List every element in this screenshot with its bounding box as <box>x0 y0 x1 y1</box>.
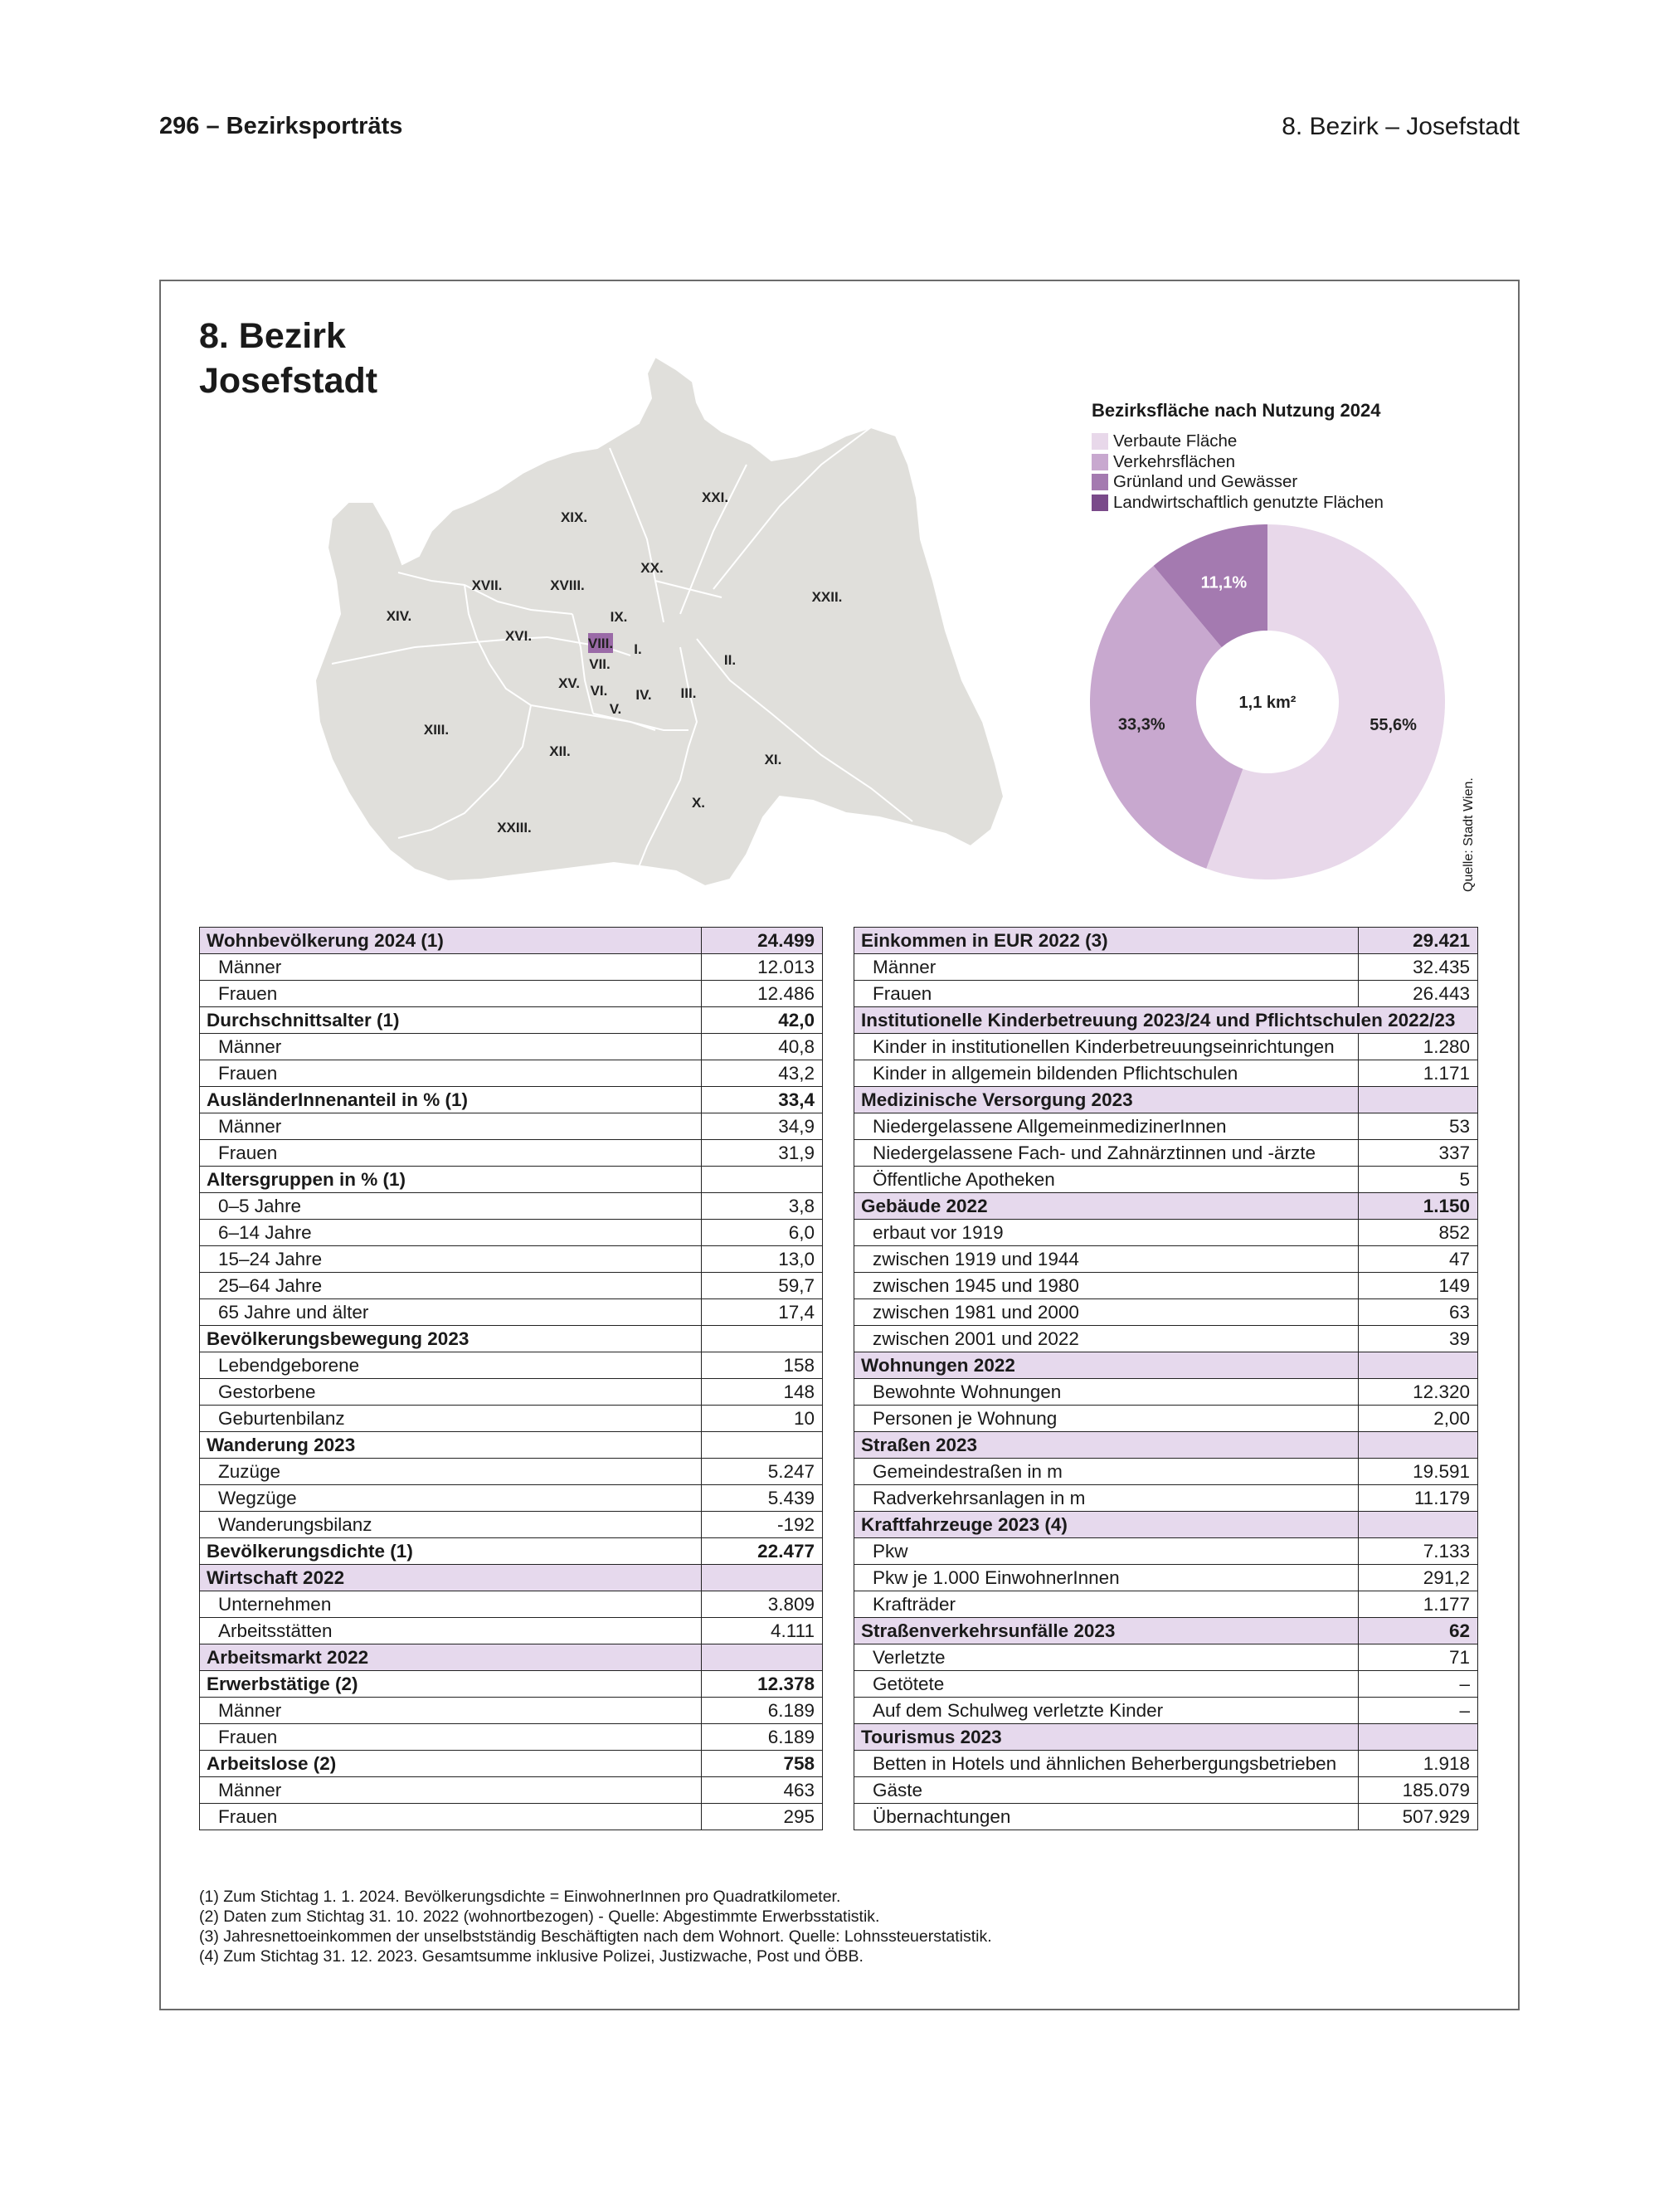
row-value: 12.013 <box>702 954 823 981</box>
table-row <box>854 1565 1478 1591</box>
row-value: 291,2 <box>1358 1565 1477 1591</box>
row-label: Verletzte <box>854 1644 1359 1671</box>
legend-item <box>1092 493 1384 514</box>
row-value: 31,9 <box>702 1140 823 1167</box>
row-value: – <box>1358 1671 1477 1698</box>
row-value: 3.809 <box>702 1591 823 1618</box>
table-row <box>854 928 1478 954</box>
row-value: 6.189 <box>702 1698 823 1724</box>
row-label: 25–64 Jahre <box>200 1273 702 1299</box>
row-label: Einkommen in EUR 2022 (3) <box>854 928 1359 954</box>
table-row <box>854 1299 1478 1326</box>
table-row <box>854 1034 1478 1060</box>
row-label: zwischen 2001 und 2022 <box>854 1326 1359 1352</box>
row-label: Arbeitsstätten <box>200 1618 702 1644</box>
row-value: 13,0 <box>702 1246 823 1273</box>
table-row <box>200 1485 823 1512</box>
row-value: 148 <box>702 1379 823 1406</box>
table-row <box>200 1326 823 1352</box>
map-label-xxii: XXII. <box>811 589 843 605</box>
legend-item <box>1092 431 1384 452</box>
table-row <box>854 1538 1478 1565</box>
map-label-i: I. <box>634 641 642 657</box>
row-label: Männer <box>200 1113 702 1140</box>
row-value <box>702 1432 823 1459</box>
table-row <box>200 1644 823 1671</box>
map-label-xii: XII. <box>549 743 571 759</box>
row-value: 5 <box>1358 1167 1477 1193</box>
table-row <box>200 1751 823 1777</box>
map-label-x: X. <box>691 795 706 811</box>
table-row <box>200 1060 823 1087</box>
table-row <box>200 1565 823 1591</box>
row-value: 852 <box>1358 1220 1477 1246</box>
map-label-vi: VI. <box>590 683 608 699</box>
row-label: Frauen <box>854 981 1359 1007</box>
table-row <box>854 1193 1478 1220</box>
table-row <box>200 1804 823 1830</box>
footnote: (1) Zum Stichtag 1. 1. 2024. Bevölkerungsdichte = EinwohnerInnen pro Quadratkilometer. <box>199 1888 841 1906</box>
row-value: 63 <box>1358 1299 1477 1326</box>
row-value: 29.421 <box>1358 928 1477 954</box>
row-value: 1.280 <box>1358 1034 1477 1060</box>
row-label: Pkw je 1.000 EinwohnerInnen <box>854 1565 1359 1591</box>
map-label-iv: IV. <box>635 687 652 703</box>
footnote: (2) Daten zum Stichtag 31. 10. 2022 (wohnortbezogen) - Quelle: Abgestimmte Erwerbsstatistik. <box>199 1907 880 1926</box>
row-value: 10 <box>702 1406 823 1432</box>
table-row <box>854 1060 1478 1087</box>
row-label: Institutionelle Kinderbetreuung 2023/24 und Pflichtschulen 2022/23 <box>854 1007 1478 1034</box>
row-label: Personen je Wohnung <box>854 1406 1359 1432</box>
table-row <box>854 1512 1478 1538</box>
table-row <box>200 1459 823 1485</box>
row-label: Medizinische Versorgung 2023 <box>854 1087 1359 1113</box>
row-value <box>702 1167 823 1193</box>
map-label-xiii: XIII. <box>423 722 450 738</box>
donut-center-label: 1,1 km² <box>1238 694 1297 712</box>
row-value: 32.435 <box>1358 954 1477 981</box>
table-row <box>854 1379 1478 1406</box>
table-row <box>854 1352 1478 1379</box>
row-label: Straßen 2023 <box>854 1432 1359 1459</box>
table-row <box>854 1591 1478 1618</box>
row-value: 12.378 <box>702 1671 823 1698</box>
row-label: Übernachtungen <box>854 1804 1359 1830</box>
row-label: Krafträder <box>854 1591 1359 1618</box>
row-label: Gestorbene <box>200 1379 702 1406</box>
row-label: Bevölkerungsdichte (1) <box>200 1538 702 1565</box>
table-row <box>200 1193 823 1220</box>
row-label: Niedergelassene AllgemeinmedizinerInnen <box>854 1113 1359 1140</box>
row-label: Altersgruppen in % (1) <box>200 1167 702 1193</box>
legend-item <box>1092 452 1384 473</box>
table-row <box>200 1246 823 1273</box>
row-label: Zuzüge <box>200 1459 702 1485</box>
row-label: Lebendgeborene <box>200 1352 702 1379</box>
table-row <box>200 1220 823 1246</box>
row-label: zwischen 1981 und 2000 <box>854 1299 1359 1326</box>
row-value: 42,0 <box>702 1007 823 1034</box>
legend-label: Grünland und Gewässer <box>1113 472 1298 492</box>
row-value: 3,8 <box>702 1193 823 1220</box>
legend-swatch <box>1092 495 1108 511</box>
table-row <box>200 1406 823 1432</box>
chart-legend <box>1092 431 1384 513</box>
table-row <box>200 1273 823 1299</box>
row-value: 39 <box>1358 1326 1477 1352</box>
table-row <box>854 1273 1478 1299</box>
row-label: Kraftfahrzeuge 2023 (4) <box>854 1512 1359 1538</box>
table-row <box>200 1432 823 1459</box>
row-label: Radverkehrsanlagen in m <box>854 1485 1359 1512</box>
row-label: Öffentliche Apotheken <box>854 1167 1359 1193</box>
row-label: Frauen <box>200 1060 702 1087</box>
table-row <box>854 1777 1478 1804</box>
right-statistics-table <box>854 927 1478 1830</box>
table-row <box>854 1485 1478 1512</box>
map-label-xv: XV. <box>558 675 580 691</box>
row-value: 43,2 <box>702 1060 823 1087</box>
table-row <box>854 1432 1478 1459</box>
row-label: Männer <box>200 1777 702 1804</box>
row-value: 33,4 <box>702 1087 823 1113</box>
row-value <box>1358 1432 1477 1459</box>
map-label-xvi: XVI. <box>504 628 533 644</box>
row-label: Niedergelassene Fach- und Zahnärztinnen und -ärzte <box>854 1140 1359 1167</box>
table-row <box>200 1087 823 1113</box>
table-row <box>854 1644 1478 1671</box>
table-row <box>200 1618 823 1644</box>
table-row <box>854 981 1478 1007</box>
map-label-iii: III. <box>680 685 697 701</box>
row-label: Wegzüge <box>200 1485 702 1512</box>
row-label: Arbeitslose (2) <box>200 1751 702 1777</box>
row-label: Erwerbstätige (2) <box>200 1671 702 1698</box>
footnotes <box>199 1887 992 1966</box>
row-value: 7.133 <box>1358 1538 1477 1565</box>
table-row <box>200 1777 823 1804</box>
row-label: erbaut vor 1919 <box>854 1220 1359 1246</box>
row-value: 6,0 <box>702 1220 823 1246</box>
footnote: (4) Zum Stichtag 31. 12. 2023. Gesamtsumme inklusive Polizei, Justizwache, Post und ÖBB. <box>199 1947 864 1966</box>
row-value: 4.111 <box>702 1618 823 1644</box>
row-label: Wohnungen 2022 <box>854 1352 1359 1379</box>
map-label-xiv: XIV. <box>386 608 412 624</box>
table-row <box>854 1724 1478 1751</box>
row-value <box>702 1644 823 1671</box>
row-value: 1.171 <box>1358 1060 1477 1087</box>
table-row <box>854 1167 1478 1193</box>
table-row <box>854 1751 1478 1777</box>
row-value: 17,4 <box>702 1299 823 1326</box>
table-row <box>854 1406 1478 1432</box>
donut-slice-label: 33,3% <box>1117 715 1165 734</box>
row-label: 65 Jahre und älter <box>200 1299 702 1326</box>
map-label-xxiii: XXIII. <box>497 820 532 836</box>
row-label: 6–14 Jahre <box>200 1220 702 1246</box>
row-label: 0–5 Jahre <box>200 1193 702 1220</box>
table-row <box>854 1113 1478 1140</box>
map-label-xxi: XXI. <box>701 490 729 505</box>
legend-label: Landwirtschaftlich genutzte Flächen <box>1113 492 1384 512</box>
row-value: 463 <box>702 1777 823 1804</box>
row-label: Gäste <box>854 1777 1359 1804</box>
row-label: Tourismus 2023 <box>854 1724 1359 1751</box>
row-value: – <box>1358 1698 1477 1724</box>
row-label: Pkw <box>854 1538 1359 1565</box>
row-value: 158 <box>702 1352 823 1379</box>
row-label: AusländerInnenanteil in % (1) <box>200 1087 702 1113</box>
table-row <box>200 1379 823 1406</box>
table-row <box>854 1804 1478 1830</box>
legend-label: Verkehrsflächen <box>1113 451 1236 471</box>
legend-label: Verbaute Fläche <box>1113 431 1238 451</box>
row-value: 6.189 <box>702 1724 823 1751</box>
row-value: 507.929 <box>1358 1804 1477 1830</box>
table-row <box>200 1512 823 1538</box>
row-value <box>1358 1512 1477 1538</box>
row-label: Gemeindestraßen in m <box>854 1459 1359 1485</box>
map-label-xi: XI. <box>764 752 782 767</box>
map-label-ii: II. <box>723 652 737 668</box>
row-label: Männer <box>200 1698 702 1724</box>
district-title: 8. Bezirk Josefstadt <box>199 316 378 401</box>
row-value <box>1358 1087 1477 1113</box>
table-row <box>200 1299 823 1326</box>
row-label: Wirtschaft 2022 <box>200 1565 702 1591</box>
table-row <box>854 1220 1478 1246</box>
table-row <box>200 981 823 1007</box>
map-label-xvii: XVII. <box>471 577 503 593</box>
row-label: Männer <box>200 954 702 981</box>
table-row <box>200 1167 823 1193</box>
row-value <box>1358 1724 1477 1751</box>
vienna-outline <box>315 357 1004 886</box>
map-label-vii: VII. <box>589 656 611 672</box>
table-row <box>854 1246 1478 1273</box>
row-label: Männer <box>854 954 1359 981</box>
row-label: Wanderung 2023 <box>200 1432 702 1459</box>
row-value: 34,9 <box>702 1113 823 1140</box>
left-statistics-table <box>199 927 823 1830</box>
row-label: Betten in Hotels und ähnlichen Beherbergungsbetrieben <box>854 1751 1359 1777</box>
map-label-xviii: XVIII. <box>550 577 585 593</box>
row-value: 47 <box>1358 1246 1477 1273</box>
table-row <box>200 1724 823 1751</box>
donut-slice-label: 55,6% <box>1370 715 1417 734</box>
table-row <box>200 1113 823 1140</box>
table-row <box>200 1591 823 1618</box>
table-row <box>200 1140 823 1167</box>
donut-slice-label: 11,1% <box>1200 573 1248 592</box>
table-row <box>854 1087 1478 1113</box>
row-value: 1.150 <box>1358 1193 1477 1220</box>
row-value: 185.079 <box>1358 1777 1477 1804</box>
row-label: Auf dem Schulweg verletzte Kinder <box>854 1698 1359 1724</box>
row-label: Durchschnittsalter (1) <box>200 1007 702 1034</box>
row-value: 26.443 <box>1358 981 1477 1007</box>
row-label: Wohnbevölkerung 2024 (1) <box>200 928 702 954</box>
row-label: Frauen <box>200 981 702 1007</box>
map-label-v: V. <box>609 701 622 717</box>
map-label-viii: VIII. <box>587 636 614 651</box>
row-label: Frauen <box>200 1724 702 1751</box>
legend-swatch <box>1092 474 1108 490</box>
row-label: Geburtenbilanz <box>200 1406 702 1432</box>
row-value: 59,7 <box>702 1273 823 1299</box>
row-value: 40,8 <box>702 1034 823 1060</box>
table-row <box>200 954 823 981</box>
row-label: Bewohnte Wohnungen <box>854 1379 1359 1406</box>
row-value: 2,00 <box>1358 1406 1477 1432</box>
row-value: 24.499 <box>702 928 823 954</box>
row-value: 295 <box>702 1804 823 1830</box>
row-value: 1.918 <box>1358 1751 1477 1777</box>
table-row <box>854 1140 1478 1167</box>
row-value: 5.439 <box>702 1485 823 1512</box>
page-header-left: 296 – Bezirksporträts <box>159 113 403 139</box>
legend-item <box>1092 472 1384 493</box>
footnote: (3) Jahresnettoeinkommen der unselbstständig Beschäftigten nach dem Wohnort. Quelle: Lohnssteuerstatistik. <box>199 1927 992 1946</box>
row-label: Frauen <box>200 1804 702 1830</box>
row-label: Arbeitsmarkt 2022 <box>200 1644 702 1671</box>
row-label: Straßenverkehrsunfälle 2023 <box>854 1618 1359 1644</box>
table-row <box>854 1326 1478 1352</box>
table-row <box>200 928 823 954</box>
row-label: 15–24 Jahre <box>200 1246 702 1273</box>
row-value: 149 <box>1358 1273 1477 1299</box>
row-value <box>702 1565 823 1591</box>
row-label: Bevölkerungsbewegung 2023 <box>200 1326 702 1352</box>
row-label: zwischen 1919 und 1944 <box>854 1246 1359 1273</box>
legend-swatch <box>1092 433 1108 450</box>
table-row <box>854 1459 1478 1485</box>
land-use-donut-chart <box>1088 523 1470 904</box>
table-row <box>200 1671 823 1698</box>
table-row <box>200 1352 823 1379</box>
table-row <box>854 954 1478 981</box>
table-row <box>854 1618 1478 1644</box>
row-value: 1.177 <box>1358 1591 1477 1618</box>
row-label: Gebäude 2022 <box>854 1193 1359 1220</box>
row-label: Unternehmen <box>200 1591 702 1618</box>
row-label: Kinder in allgemein bildenden Pflichtschulen <box>854 1060 1359 1087</box>
page-header-right: 8. Bezirk – Josefstadt <box>1282 113 1520 140</box>
row-value: 22.477 <box>702 1538 823 1565</box>
legend-swatch <box>1092 454 1108 470</box>
table-row <box>200 1034 823 1060</box>
row-label: Wanderungsbilanz <box>200 1512 702 1538</box>
map-label-xix: XIX. <box>560 509 588 525</box>
chart-title: Bezirksfläche nach Nutzung 2024 <box>1092 400 1381 421</box>
row-value: 11.179 <box>1358 1485 1477 1512</box>
row-label: zwischen 1945 und 1980 <box>854 1273 1359 1299</box>
row-label: Männer <box>200 1034 702 1060</box>
row-value: -192 <box>702 1512 823 1538</box>
row-value: 53 <box>1358 1113 1477 1140</box>
row-label: Frauen <box>200 1140 702 1167</box>
row-label: Getötete <box>854 1671 1359 1698</box>
table-row <box>200 1698 823 1724</box>
source-label: Quelle: Stadt Wien. <box>1462 777 1476 892</box>
row-value: 12.320 <box>1358 1379 1477 1406</box>
row-value: 758 <box>702 1751 823 1777</box>
map-label-xx: XX. <box>640 560 664 576</box>
row-value: 12.486 <box>702 981 823 1007</box>
row-value <box>702 1326 823 1352</box>
row-label: Kinder in institutionellen Kinderbetreuungseinrichtungen <box>854 1034 1359 1060</box>
row-value: 5.247 <box>702 1459 823 1485</box>
vienna-district-map <box>307 353 1004 892</box>
row-value: 19.591 <box>1358 1459 1477 1485</box>
table-row <box>854 1671 1478 1698</box>
map-label-ix: IX. <box>610 609 628 625</box>
table-row <box>200 1007 823 1034</box>
table-row <box>854 1698 1478 1724</box>
row-value: 62 <box>1358 1618 1477 1644</box>
row-value: 337 <box>1358 1140 1477 1167</box>
table-row <box>854 1007 1478 1034</box>
table-row <box>200 1538 823 1565</box>
row-value <box>1358 1352 1477 1379</box>
row-value: 71 <box>1358 1644 1477 1671</box>
